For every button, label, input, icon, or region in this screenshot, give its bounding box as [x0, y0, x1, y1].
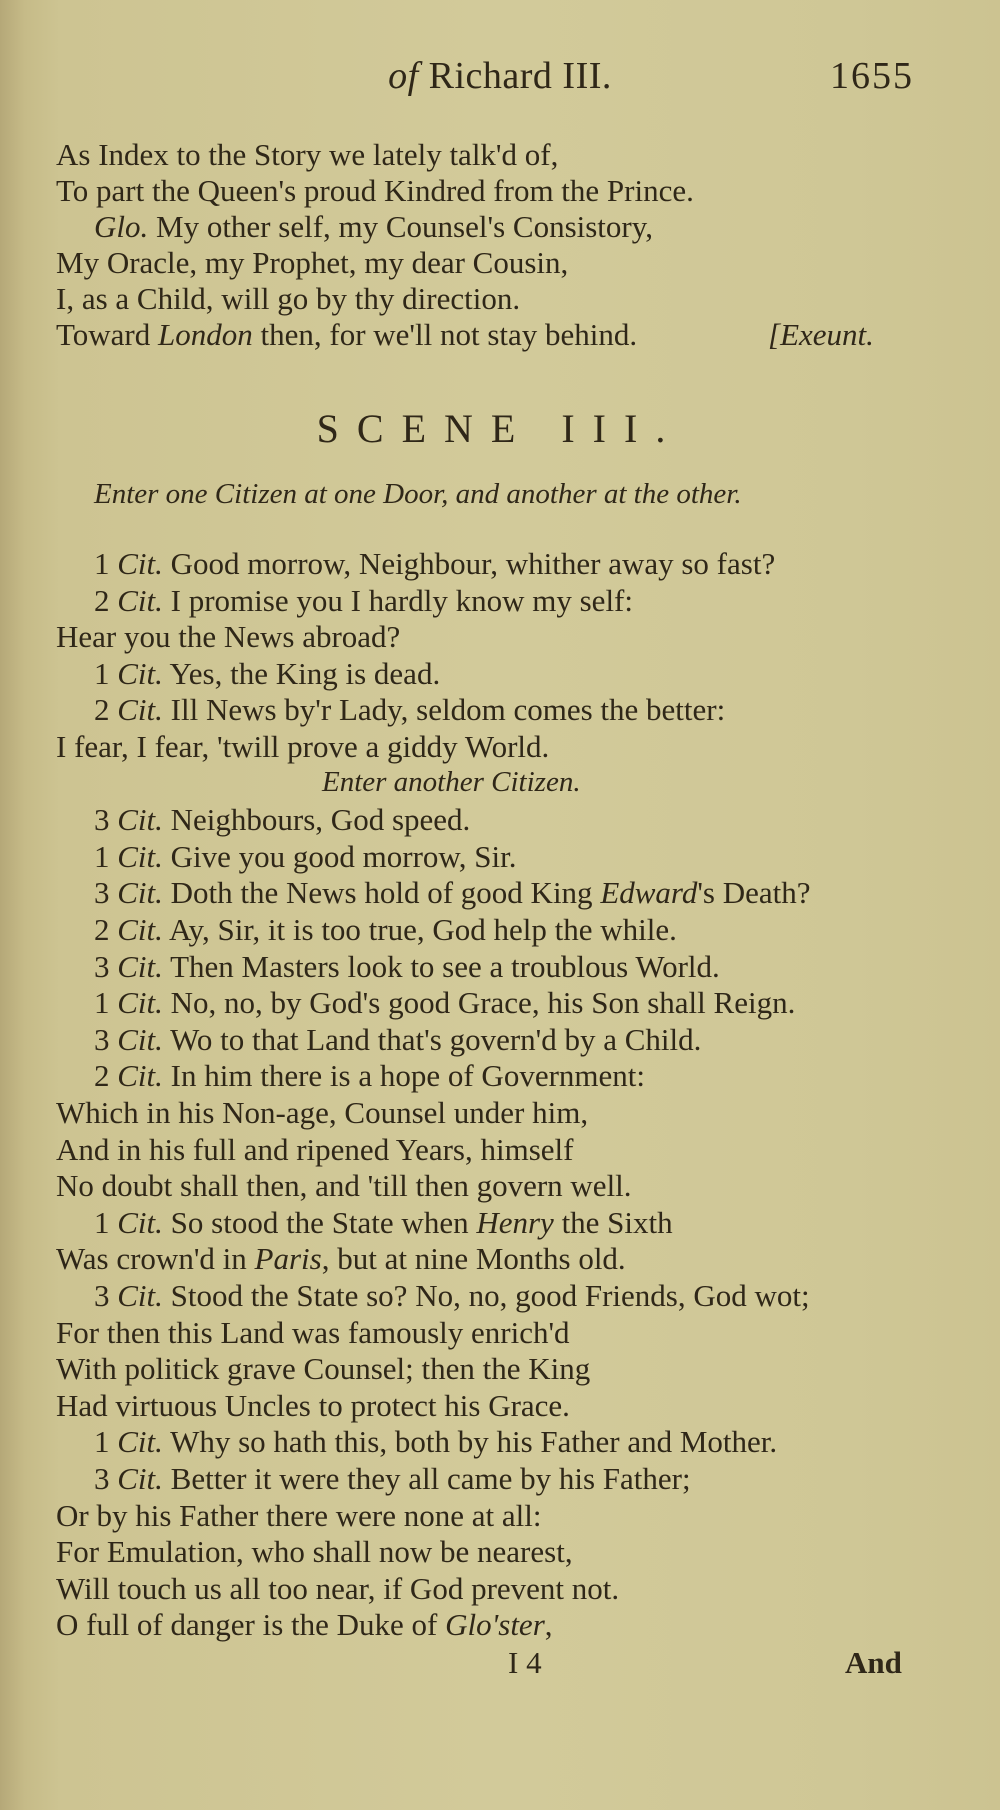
- speaker-number: 1: [94, 985, 118, 1021]
- speech-line: [94, 985, 795, 1021]
- speech-text: Yes, the King is dead.: [169, 655, 441, 691]
- speaker-name: Cit.: [117, 582, 163, 618]
- speaker-name: Cit.: [117, 1424, 163, 1460]
- speech-line: [94, 839, 517, 875]
- header-title: Richard III.: [428, 55, 612, 97]
- speech-line: [94, 1278, 810, 1314]
- continuation-line: [56, 1607, 553, 1643]
- speech-text: Or by his Father there were none at all:: [56, 1497, 542, 1533]
- continuation-line: [56, 1168, 632, 1204]
- speech-text: , but at nine Months old.: [321, 1241, 626, 1277]
- continuation-line: [56, 1534, 573, 1570]
- speech-text: Hear you the News abroad?: [56, 619, 401, 655]
- speaker-name: Cit.: [117, 985, 163, 1021]
- speech-text: For then this Land was famously enrich'd: [56, 1314, 570, 1350]
- continuation-line: [56, 1095, 588, 1131]
- continuation-line: [56, 729, 549, 765]
- speech-text: Why so hath this, both by his Father and Mother.: [170, 1424, 778, 1460]
- speech-text: In him there is a hope of Government:: [170, 1058, 645, 1094]
- speaker-number: 3: [94, 1278, 118, 1313]
- text-segment: then, for we'll not stay behind.: [252, 317, 638, 352]
- speech-text: So stood the State when: [170, 1204, 477, 1240]
- speaker-name: Cit.: [117, 1021, 163, 1057]
- speech-text: Neighbours, God speed.: [170, 802, 471, 838]
- speaker-name: Cit.: [117, 655, 163, 691]
- speech-text: Better it were they all came by his Father;: [170, 1461, 691, 1496]
- verse-line: To part the Queen's proud Kindred from the Prince.: [56, 173, 694, 208]
- verse-line: As Index to the Story we lately talk'd of,: [56, 137, 559, 172]
- speech-text: Then Masters look to see a troublous World.: [170, 948, 720, 984]
- speech-text: O full of danger is the Duke of: [56, 1607, 446, 1643]
- speech-text: Ill News by'r Lady, seldom comes the better:: [170, 692, 726, 728]
- speech-text: Which in his Non-age, Counsel under him,: [56, 1095, 589, 1130]
- speech-line: [94, 1058, 645, 1094]
- speaker-number: 1: [94, 546, 118, 581]
- speaker-name: Cit.: [117, 1461, 163, 1496]
- continuation-line: [56, 1241, 626, 1277]
- speech-text: Stood the State so? No, no, good Friends, God wot;: [170, 1278, 810, 1313]
- speech-line: [94, 1205, 673, 1241]
- speaker-number: 1: [94, 838, 118, 874]
- continuation-line: [56, 1498, 542, 1534]
- speaker-name: Cit.: [117, 802, 163, 838]
- speech-line: [94, 1461, 691, 1497]
- speech-text: I promise you I hardly know my self:: [170, 582, 633, 618]
- continuation-line: [56, 1571, 619, 1607]
- continuation-line: [56, 1351, 590, 1387]
- speech-line: [94, 692, 725, 728]
- verse-line: [56, 317, 637, 353]
- speech-text: Ay, Sir, it is too true, God help the while.: [168, 912, 677, 947]
- continuation-line: [56, 619, 400, 655]
- speech-line: [94, 875, 811, 911]
- continuation-line: [56, 1132, 573, 1168]
- speaker-number: 3: [94, 948, 118, 984]
- continuation-line: [56, 1388, 570, 1424]
- speech-text: Had virtuous Uncles to protect his Grace.: [56, 1387, 570, 1423]
- speech-line: [94, 912, 677, 948]
- verse-line: My Oracle, my Prophet, my dear Cousin,: [56, 245, 569, 280]
- speaker-number: 3: [94, 1461, 118, 1496]
- place-name: London: [158, 317, 253, 352]
- speaker-number: 1: [94, 1204, 118, 1240]
- header-prefix: of: [388, 55, 419, 97]
- speaker-number: 1: [94, 1424, 118, 1460]
- speech-line: [94, 656, 440, 692]
- scene-heading: SCENE III.: [316, 406, 684, 451]
- page-number: 1655: [830, 55, 914, 97]
- speech-text: Wo to that Land that's govern'd by a Child.: [170, 1021, 702, 1057]
- speaker-number: 2: [94, 912, 118, 947]
- speaker-name: Cit.: [117, 546, 163, 581]
- speech-text: Give you good morrow, Sir.: [170, 838, 517, 874]
- speech-line: [94, 546, 775, 582]
- speaker-number: 2: [94, 1058, 118, 1094]
- speaker-number: 2: [94, 692, 118, 728]
- speaker-name: Cit.: [117, 875, 163, 911]
- stage-direction-exeunt: [Exeunt.: [768, 317, 874, 352]
- signature-mark: I 4: [508, 1645, 542, 1680]
- speech-line: [94, 802, 470, 838]
- proper-name: Henry: [476, 1204, 554, 1240]
- speech-line: [94, 583, 633, 619]
- speech-text: I fear, I fear, 'twill prove a giddy World.: [56, 729, 550, 764]
- speaker-number: 1: [94, 655, 118, 691]
- speaker-name: Cit.: [117, 1058, 163, 1094]
- speech-text: No doubt shall then, and 'till then govern well.: [56, 1168, 632, 1204]
- proper-name: Edward: [600, 875, 698, 911]
- speech-text: Doth the News hold of good King: [170, 875, 601, 911]
- continuation-line: [56, 1315, 570, 1351]
- speech-text: And in his full and ripened Years, himself: [56, 1131, 574, 1167]
- speech-text: No, no, by God's good Grace, his Son shall Reign.: [170, 985, 796, 1021]
- catchword: And: [845, 1645, 902, 1680]
- speech-text: ,: [544, 1607, 553, 1643]
- speech-text: the Sixth: [553, 1204, 673, 1240]
- speech-text: 's Death?: [697, 875, 811, 911]
- speaker-name: Glo.: [94, 209, 149, 244]
- speaker-name: Cit.: [117, 1278, 163, 1313]
- speech-line: [94, 1022, 701, 1058]
- speaker-name: Cit.: [117, 912, 163, 947]
- speaker-number: 3: [94, 802, 118, 838]
- speaker-number: 2: [94, 582, 118, 618]
- speech-text: With politick grave Counsel; then the King: [56, 1351, 591, 1387]
- stage-direction: Enter another Citizen.: [322, 765, 581, 798]
- speaker-number: 3: [94, 1021, 118, 1057]
- speech-line: [94, 949, 720, 985]
- speaker-name: Cit.: [117, 948, 163, 984]
- speaker-name: Cit.: [117, 838, 163, 874]
- speech-text: Will touch us all too near, if God prevent not.: [56, 1570, 620, 1606]
- speech-text: Was crown'd in: [56, 1241, 255, 1277]
- entry-direction: Enter one Citizen at one Door, and another at the other.: [94, 478, 742, 510]
- speech-text: For Emulation, who shall now be nearest,: [56, 1534, 573, 1570]
- speaker-number: 3: [94, 875, 118, 911]
- verse-line: I, as a Child, will go by thy direction.: [56, 281, 521, 316]
- speech-glo: [94, 209, 653, 245]
- speech-text: My other self, my Counsel's Consistory,: [156, 209, 653, 244]
- speech-text: Good morrow, Neighbour, whither away so fast?: [170, 546, 776, 581]
- speaker-name: Cit.: [117, 692, 163, 728]
- proper-name: Glo'ster: [445, 1607, 545, 1643]
- proper-name: Paris: [254, 1241, 322, 1277]
- speech-line: [94, 1424, 777, 1460]
- speaker-name: Cit.: [117, 1204, 163, 1240]
- text-segment: Toward: [56, 317, 158, 352]
